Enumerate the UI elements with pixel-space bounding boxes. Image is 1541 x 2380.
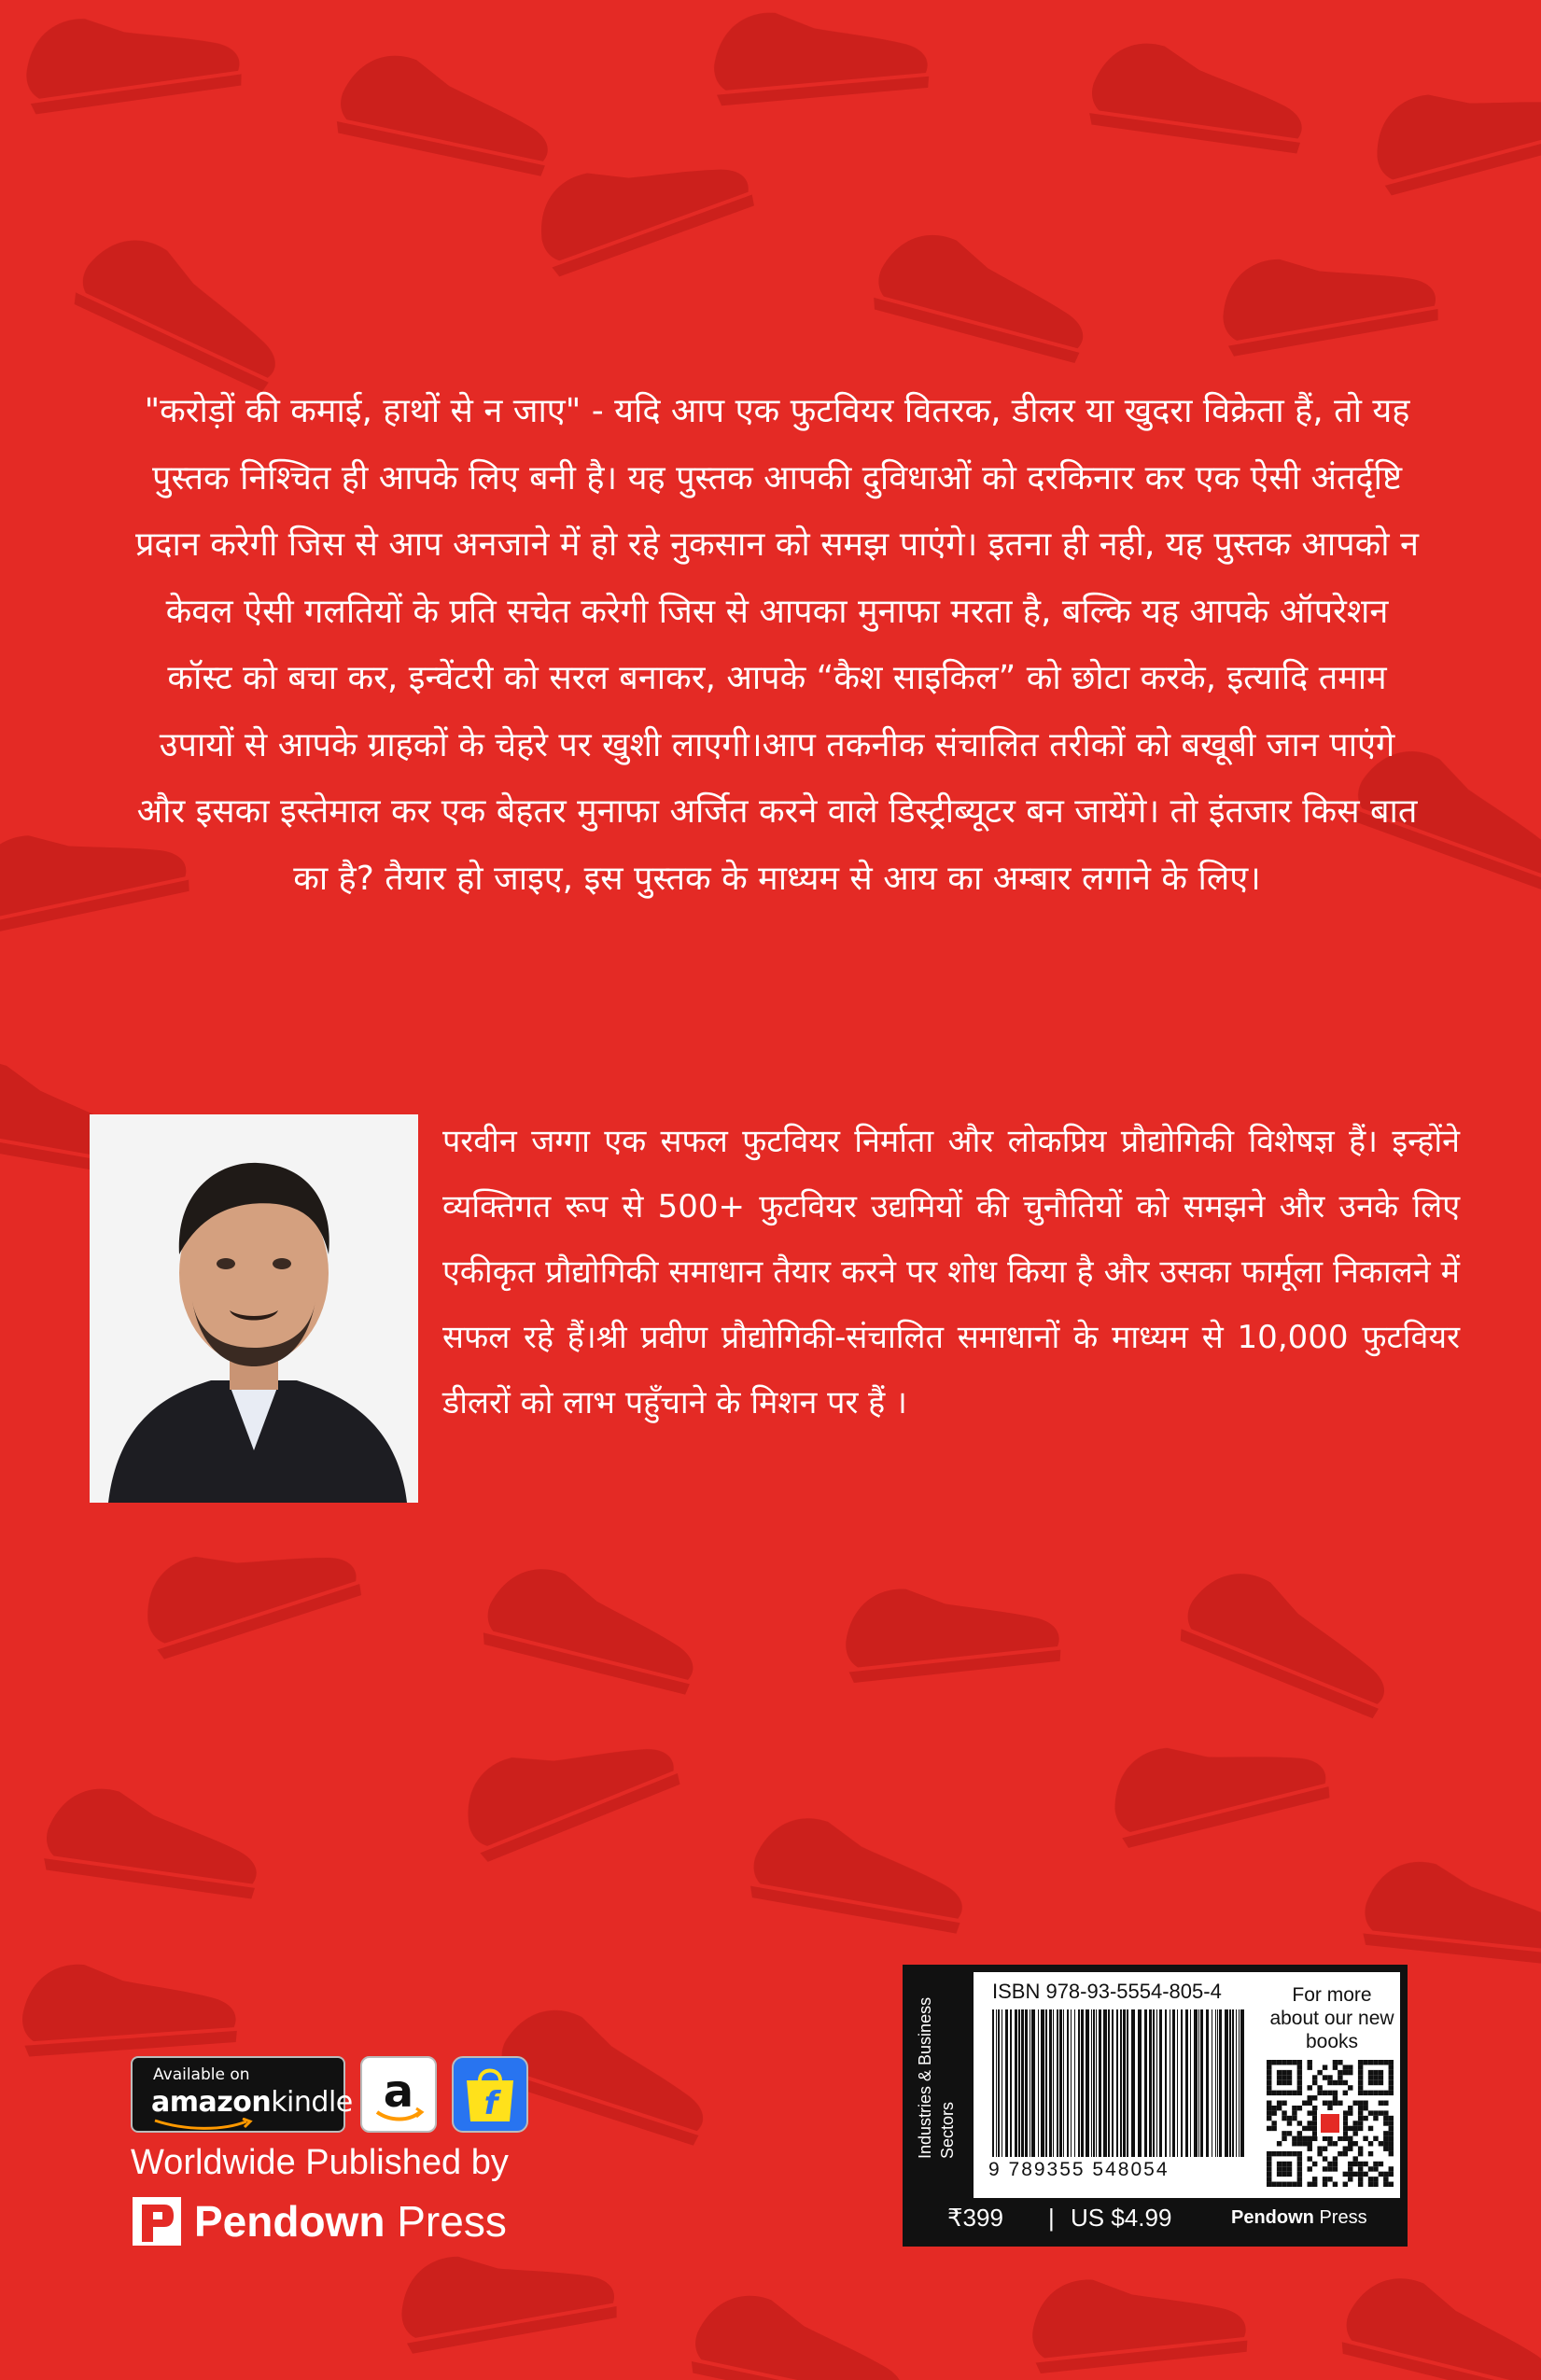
price-bar-publisher-bold: Pendown — [1231, 2207, 1314, 2228]
flipkart-bag-icon — [454, 2058, 526, 2131]
kindle-available-label: Available on — [153, 2065, 250, 2084]
isbn-digits: 9 789355 548054 — [988, 2159, 1170, 2180]
amazon-logo-icon[interactable] — [360, 2056, 437, 2133]
publisher-name — [194, 2195, 507, 2247]
price-usd: US $4.99 — [1071, 2204, 1172, 2232]
barcode-panel — [903, 1965, 1408, 2247]
book-category: Industries & Business Sectors — [916, 1996, 957, 2159]
svg-text:f: f — [483, 2085, 498, 2122]
publisher-name-bold: Pendown — [194, 2197, 385, 2246]
price-inr: ₹399 — [947, 2204, 1003, 2232]
kindle-brand-bold: amazon — [151, 2086, 272, 2119]
qr-code-icon — [1267, 2060, 1394, 2187]
svg-text:a: a — [383, 2065, 414, 2118]
flipkart-logo-icon[interactable] — [452, 2056, 528, 2133]
price-bar-publisher-light: Press — [1319, 2207, 1367, 2228]
author-portrait-icon — [90, 1114, 418, 1503]
category-strip — [910, 1972, 974, 2198]
author-photo — [90, 1114, 418, 1503]
amazon-kindle-badge[interactable] — [131, 2056, 353, 2133]
kindle-brand-light: kindle — [271, 2086, 353, 2119]
published-by-label: Worldwide Published by — [131, 2143, 509, 2182]
more-books-label: For more about our new books — [1269, 1984, 1394, 2052]
isbn-label: ISBN 978-93-5554-805-4 — [992, 1980, 1222, 2003]
amazon-a-icon — [362, 2058, 435, 2131]
kindle-brand — [151, 2086, 353, 2119]
pendown-logo-icon — [131, 2195, 183, 2247]
book-blurb: "करोड़ों की कमाई, हाथों से न जाए" - यदि आप एक फुटवियर वितरक, डीलर या खुदरा विक्रेता हैं, तो यह पुस्तक निश्चित ही आपके लिए बनी है। यह पुस्तक आपकी दुविधाओं को दरकिनार कर एक ऐसी अंतर्दृष्टि प्रदान करेगी जिस से आप अनजाने में हो रहे नुकसान को समझ पाएंगे। इतना ही नही, यह पुस्तक आपको न केवल ऐसी गलतियों के प्रति सचेत करेगी जिस से आपका मुनाफा मरता है, बल्कि यह आपके ऑपरेशन कॉस्ट को बचा कर, इन्वेंटरी को सरल बनाकर, आपके “कैश साइकिल” को छोटा करके, इत्यादि तमाम उपायों से आपके ग्राहकों के चेहरे पर खुशी लाएगी।आप तकनीक संचालित तरीकों को बखूबी जान पाएंगे और इसका इस्तेमाल कर एक बेहतर मुनाफा अर्जित करने वाले डिस्ट्रीब्यूटर बन जायेंगे। तो इंतजार किस बात का है? तैयार हो जाइए, इस पुस्तक के माध्यम से आय का अम्बार लगाने के लिए। — [134, 392, 1420, 898]
publisher-name-light: Press — [397, 2197, 507, 2246]
author-bio: परवीन जग्गा एक सफल फुटवियर निर्माता और लोकप्रिय प्रौद्योगिकी विशेषज्ञ हैं। इन्होंने व्यक्तिगत रूप से 500+ फुटवियर उद्यमियों की चुनौतियों को समझने और उनके लिए एकीकृत प्रौद्योगिकी समाधान तैयार करने पर शोध किया है और उसका फार्मूला निकालने में सफल रहे हैं।श्री प्रवीण प्रौद्योगिकी-संचालित समाधानों के माध्यम से 10,000 फुटवियर डीलरों को लाभ पहुँचाने के मिशन पर हैं । — [442, 1123, 1460, 1421]
amazon-smile-icon — [153, 2118, 256, 2131]
price-bar — [910, 2198, 1400, 2239]
barcode-icon — [988, 2009, 1250, 2157]
price-separator: | — [1048, 2204, 1055, 2232]
price-bar-publisher — [1231, 2207, 1367, 2229]
